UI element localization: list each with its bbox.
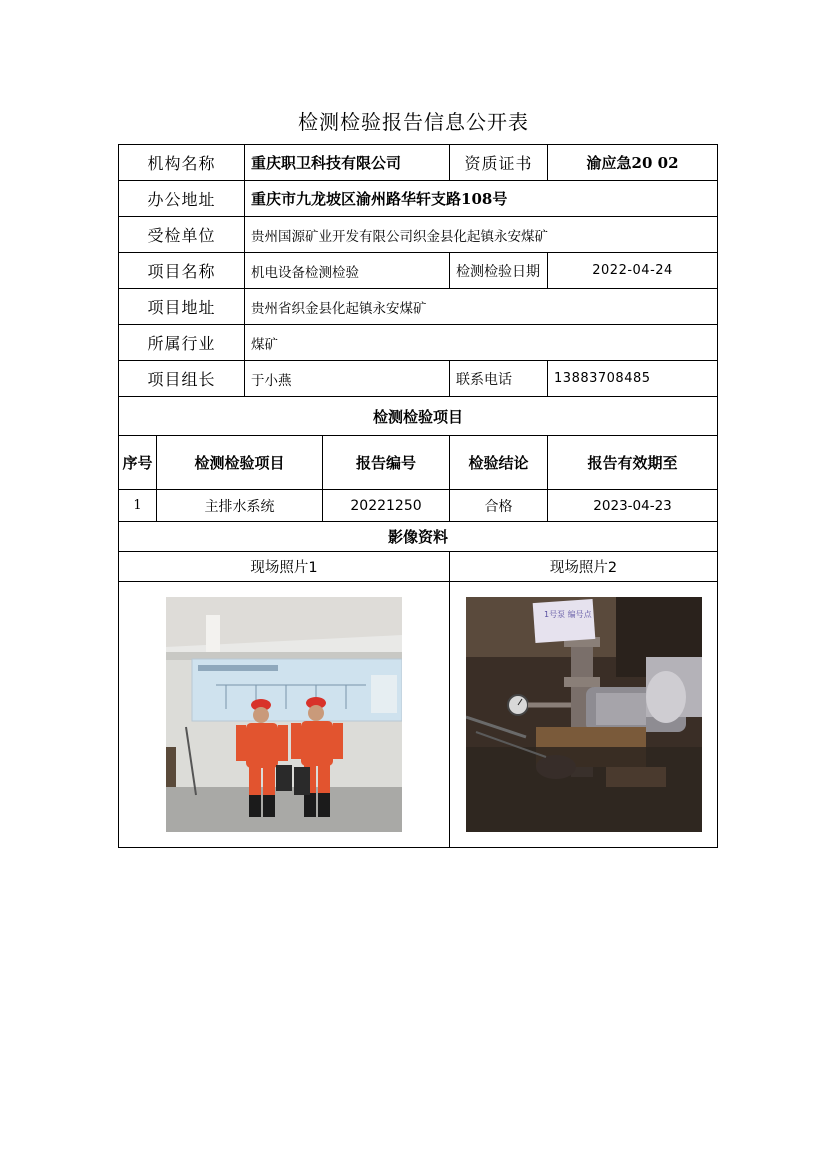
page-title: 检测检验报告信息公开表: [298, 110, 529, 134]
unit-label: 受检单位: [119, 217, 245, 253]
header-report-no: 报告编号: [323, 436, 450, 490]
row-unit: [119, 217, 718, 253]
row-photo-labels: [119, 552, 718, 582]
table-row: [119, 490, 718, 522]
photo2-cell: [450, 582, 718, 848]
phone-label: 联系电话: [450, 361, 548, 397]
photo2-sign-text: 1号泵 编号点: [543, 610, 592, 619]
project-label: 项目名称: [119, 253, 245, 289]
info-table: [118, 144, 718, 848]
site-label: 项目地址: [119, 289, 245, 325]
row-no: 1: [119, 490, 157, 522]
org-name-label: 机构名称: [119, 145, 245, 181]
date-value: 2022-04-24: [548, 253, 718, 289]
row-org-name: [119, 145, 718, 181]
header-valid-until: 报告有效期至: [548, 436, 718, 490]
project-value: 机电设备检测检验: [245, 253, 450, 289]
row-address: [119, 181, 718, 217]
row-site: [119, 289, 718, 325]
site-value: 贵州省织金县化起镇永安煤矿: [245, 289, 718, 325]
row-images-title: [119, 522, 718, 552]
images-section-title: 影像资料: [119, 522, 718, 552]
org-name-value: 重庆职卫科技有限公司: [245, 145, 450, 181]
industry-label: 所属行业: [119, 325, 245, 361]
photo1-cell: [119, 582, 450, 848]
industry-value: 煤矿: [245, 325, 718, 361]
cert-value: 渝应急20 02: [548, 145, 718, 181]
photo2-label: 现场照片2: [450, 552, 718, 582]
cert-label: 资质证书: [450, 145, 548, 181]
header-item: 检测检验项目: [157, 436, 323, 490]
row-industry: [119, 325, 718, 361]
row-items-title: [119, 397, 718, 436]
photo1-image: [166, 597, 402, 832]
items-section-title: 检测检验项目: [119, 397, 718, 436]
row-report-no: 20221250: [323, 490, 450, 522]
phone-value: 13883708485: [548, 361, 718, 397]
row-result: 合格: [450, 490, 548, 522]
leader-value: 于小燕: [245, 361, 450, 397]
photo1-label: 现场照片1: [119, 552, 450, 582]
photo2-image: [466, 597, 702, 832]
row-item: 主排水系统: [157, 490, 323, 522]
address-value: 重庆市九龙坡区渝州路华轩支路108号: [245, 181, 718, 217]
header-no: 序号: [119, 436, 157, 490]
address-label: 办公地址: [119, 181, 245, 217]
row-valid-until: 2023-04-23: [548, 490, 718, 522]
header-result: 检验结论: [450, 436, 548, 490]
date-label: 检测检验日期: [450, 253, 548, 289]
leader-label: 项目组长: [119, 361, 245, 397]
row-items-header: [119, 436, 718, 490]
row-photos: [119, 582, 718, 848]
row-project: [119, 253, 718, 289]
unit-value: 贵州国源矿业开发有限公司织金县化起镇永安煤矿: [245, 217, 718, 253]
row-leader: [119, 361, 718, 397]
